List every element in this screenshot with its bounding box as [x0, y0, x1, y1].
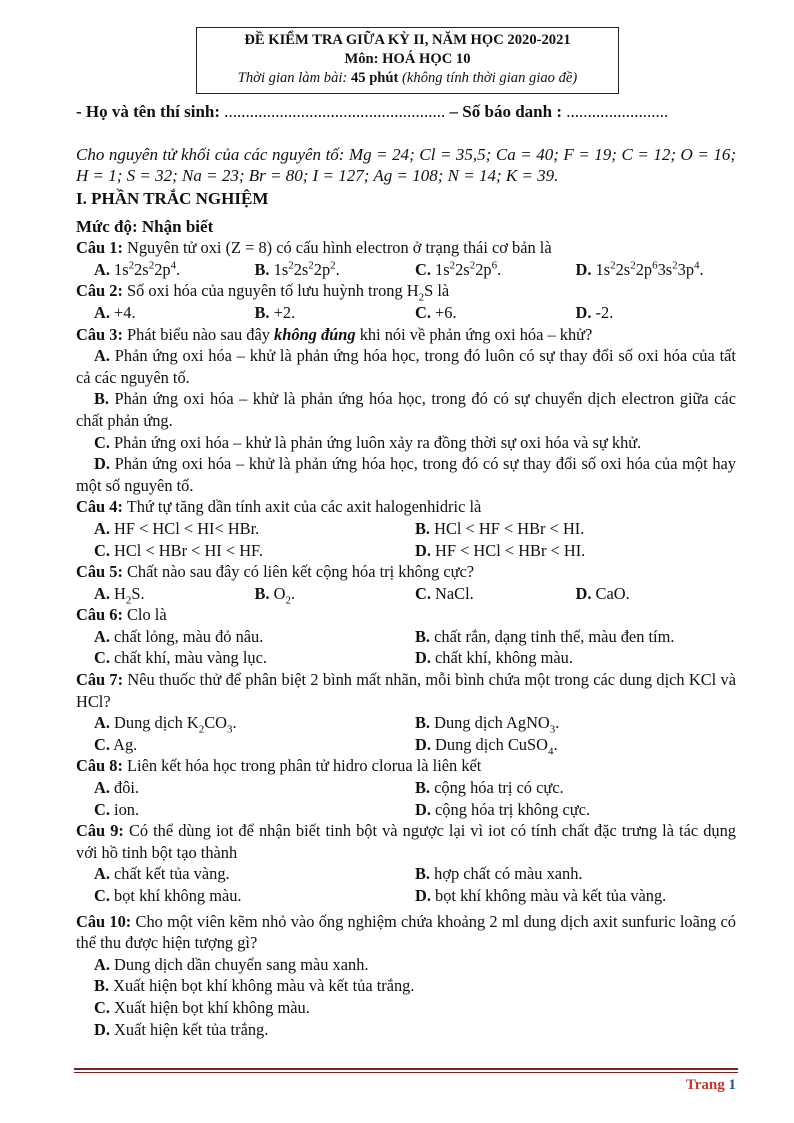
question-10: Câu 10: Cho một viên kẽm nhỏ vào ống nghiệm chứa khoảng 2 ml dung dịch axit sunfuric loãng có thể thu được hiện tượng gì?	[76, 911, 736, 953]
question-4: Câu 4: Thứ tự tăng dần tính axit của các axit halogenhidric là	[76, 497, 482, 517]
question-3: Câu 3: Phát biểu nào sau đây không đúng khi nói về phản ứng oxi hóa – khử?	[76, 324, 593, 344]
option-b[interactable]: B. +2.	[254, 302, 296, 322]
question-6-options-row1	[76, 626, 736, 648]
question-9-options-row1	[76, 863, 736, 885]
option-a[interactable]: A. $H_2S$.	[94, 583, 145, 606]
option-d[interactable]: D. -2.	[575, 302, 614, 322]
name-label: - Họ và tên thí sinh:	[76, 102, 225, 121]
student-info-line	[76, 100, 736, 124]
option-c[interactable]: C. Phản ứng oxi hóa – khử là phản ứng luôn xảy ra đồng thời sự oxi hóa và sự khử.	[94, 432, 642, 452]
exam-title: ĐỀ KIỂM TRA GIỮA KỲ II, NĂM HỌC 2020-2021	[244, 32, 571, 48]
question-6: Câu 6: Clo là	[76, 605, 167, 625]
question-5: Câu 5: Chất nào sau đây có liên kết cộng hóa trị không cực?	[76, 562, 475, 582]
option-d[interactable]: D. Dung dịch CuSO$_4$.	[415, 734, 558, 758]
option-c[interactable]: C. ion.	[94, 799, 140, 819]
question-4-options-row2	[76, 540, 736, 562]
question-6-options-row2	[76, 647, 736, 669]
atomic-masses: Cho nguyên tử khối của các nguyên tố: Mg = 24; Cl = 35,5; Ca = 40; F = 19; C = 12; O = 16; H = 1; S = 32; Na = 23; Br = 80; I = 127; Ag = 108; N = 14; K = 39.	[76, 145, 736, 185]
option-b[interactable]: B. $O_2$.	[254, 583, 296, 606]
option-b[interactable]: B. $1s^22s^22p^2$.	[254, 259, 340, 279]
option-b[interactable]: B. Phản ứng oxi hóa – khử là phản ứng hóa học, trong đó có sự chuyển dịch electron giữa các chất phản ứng.	[76, 389, 736, 430]
question-7-options-row1	[76, 712, 736, 734]
option-c[interactable]: C. Xuất hiện bọt khí không màu.	[94, 997, 310, 1017]
option-a[interactable]: A. chất lỏng, màu đỏ nâu.	[94, 626, 264, 646]
section-title: I. PHẦN TRẮC NGHIỆM	[76, 189, 269, 208]
question-8: Câu 8: Liên kết hóa học trong phân tử hidro clorua là liên kết	[76, 756, 482, 776]
exam-content	[76, 100, 736, 1040]
footer-rule-thick	[74, 1068, 738, 1070]
question-9: Câu 9: Có thể dùng iot để nhận biết tinh bột và ngược lại vì iot có tính chất đặc trưng là tác dụng với hồ tinh bột tạo thành	[76, 821, 736, 862]
option-d[interactable]: D. HF < HCl < HBr < HI.	[415, 540, 586, 560]
option-a[interactable]: A. +4.	[94, 302, 136, 322]
option-b[interactable]: B. Xuất hiện bọt khí không màu và kết tủa trắng.	[94, 976, 415, 996]
option-c[interactable]: C. $1s^22s^22p^6$.	[415, 259, 502, 279]
question-10-options	[76, 954, 736, 1040]
option-c[interactable]: C. HCl < HBr < HI < HF.	[94, 540, 263, 560]
option-a[interactable]: A. chất kết tủa vàng.	[94, 864, 230, 884]
time-line: Thời gian làm bài: 45 phút (không tính thời gian giao đề)	[237, 70, 578, 86]
id-label: – Số báo danh :	[445, 102, 567, 121]
page-number: Trang 1	[685, 1077, 736, 1093]
exam-header-box	[196, 27, 619, 94]
option-c[interactable]: C. bọt khí không màu.	[94, 886, 242, 905]
option-d[interactable]: D. Phản ứng oxi hóa – khử là phản ứng hóa học, trong đó có sự thay đổi số oxi hóa của một hay một số nguyên tố.	[76, 454, 736, 495]
option-a[interactable]: A. $1s^22s^22p^4$.	[94, 259, 181, 279]
option-d[interactable]: D. bọt khí không màu và kết tủa vàng.	[415, 886, 667, 905]
option-d[interactable]: D. chất khí, không màu.	[415, 648, 573, 668]
question-8-options-row1	[76, 777, 736, 799]
subject-title: Môn: HOÁ HỌC 10	[344, 51, 471, 67]
question-2-options	[76, 302, 736, 324]
question-7: Câu 7: Nêu thuốc thử để phân biệt 2 bình mất nhãn, mỗi bình chứa một trong các dung dịch KCl và HCl?	[76, 670, 736, 711]
option-d[interactable]: D. CaO.	[575, 583, 630, 603]
option-a[interactable]: A. HF < HCl < HI< HBr.	[94, 518, 260, 538]
option-a[interactable]: A. Dung dịch $K_2CO_3$.	[94, 713, 237, 736]
option-c[interactable]: C. Ag.	[94, 734, 138, 754]
name-field[interactable]: ....................................................	[224, 102, 446, 121]
option-a[interactable]: A. đôi.	[94, 778, 140, 798]
question-2: Câu 2: Số oxi hóa của nguyên tố lưu huỳnh trong $H_2S$ là	[76, 281, 450, 304]
option-c[interactable]: C. chất khí, màu vàng lục.	[94, 648, 267, 668]
option-b[interactable]: B. chất rắn, dạng tinh thể, màu đen tím.	[415, 626, 675, 646]
question-1: Câu 1: Nguyên tử oxi (Z = 8) có cấu hình electron ở trạng thái cơ bản là	[76, 238, 552, 258]
option-b[interactable]: B. Dung dịch AgNO$_3$.	[415, 713, 560, 736]
footer-rule-thin	[74, 1072, 738, 1073]
option-b[interactable]: B. HCl < HF < HBr < HI.	[415, 518, 585, 538]
question-8-options-row2	[76, 799, 736, 821]
option-a[interactable]: A. Phản ứng oxi hóa – khử là phản ứng hóa học, trong đó luôn có sự thay đổi số oxi hóa của tất cả các nguyên tố.	[76, 346, 736, 387]
question-4-options-row1	[76, 518, 736, 540]
option-c[interactable]: C. +6.	[415, 302, 457, 322]
option-b[interactable]: B. cộng hóa trị có cực.	[415, 778, 564, 798]
question-5-options	[76, 583, 736, 605]
option-d[interactable]: D. cộng hóa trị không cực.	[415, 799, 591, 819]
option-d[interactable]: D. $1s^22s^22p^63s^23p^4$.	[575, 259, 704, 279]
option-a[interactable]: A. Dung dịch dần chuyển sang màu xanh.	[94, 954, 369, 974]
question-9-options-row2	[76, 885, 736, 907]
level-title: Mức độ: Nhận biết	[76, 216, 214, 236]
id-field[interactable]: ........................	[566, 102, 669, 121]
option-b[interactable]: B. hợp chất có màu xanh.	[415, 864, 583, 884]
option-c[interactable]: C. NaCl.	[415, 583, 474, 603]
question-1-options	[76, 259, 736, 281]
option-d[interactable]: D. Xuất hiện kết tủa trắng.	[94, 1019, 269, 1039]
question-7-options-row2	[76, 734, 736, 756]
